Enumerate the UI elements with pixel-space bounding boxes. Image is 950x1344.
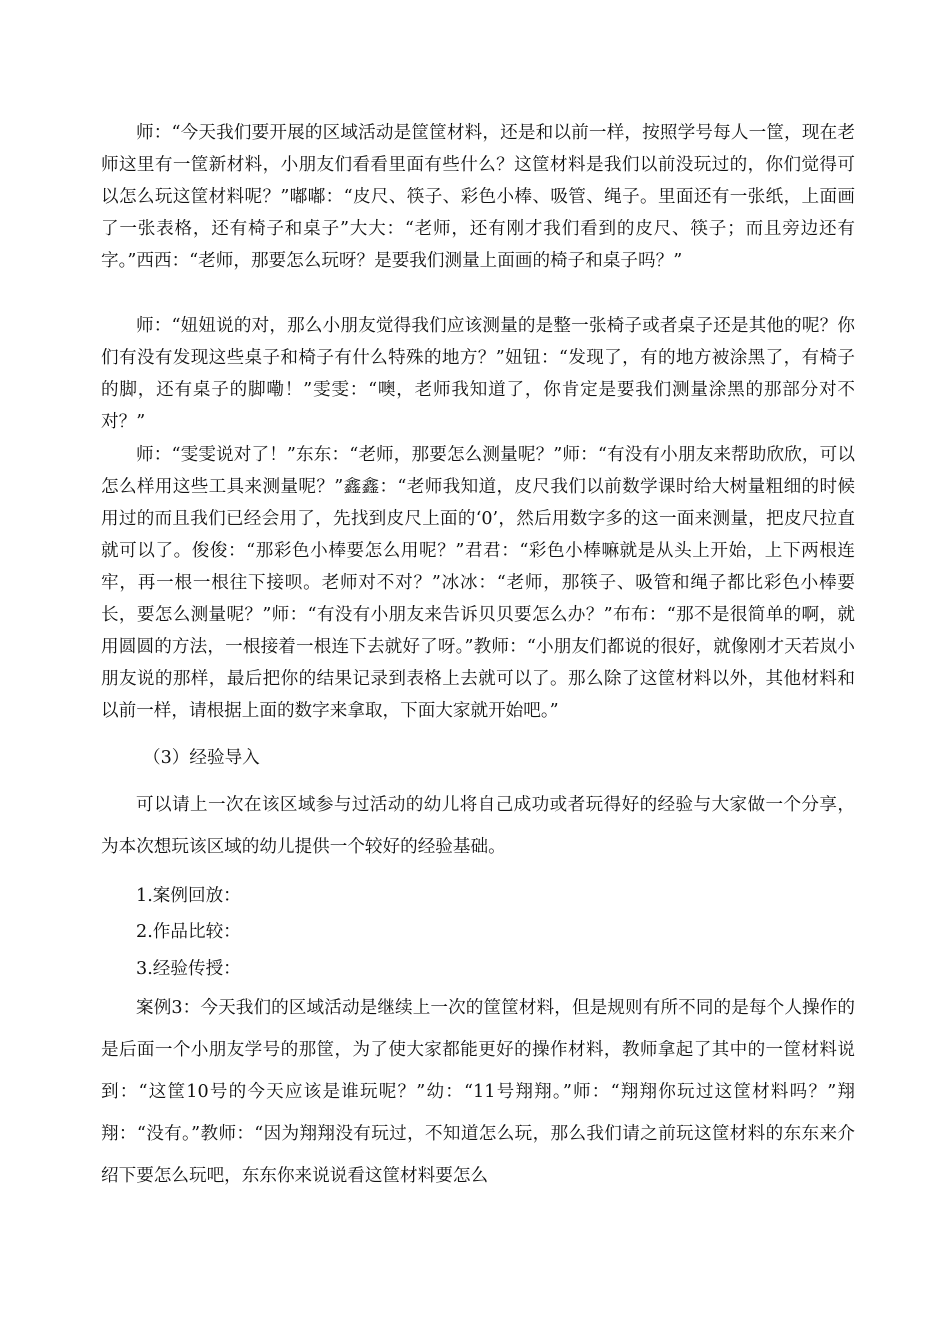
list-item-work-comparison: 2.作品比较： [136,922,241,942]
paragraph-dialogue-2: 师：“妞妞说的对，那么小朋友觉得我们应该测量的是整一张椅子或者桌子还是其他的呢？你们有没有发现这些桌子和椅子有什么特殊的地方？”妞钮：“发现了，有的地方被涂黑了，有椅子的脚，还有桌子的脚嘞！”雯雯：“噢，老师我知道了，你肯定是要我们测量涂黑的那部分对不对？” [101,316,855,432]
paragraph-case-3: 案例3：今天我们的区域活动是继续上一次的筐筐材料，但是规则有所不同的是每个人操作的是后面一个小朋友学号的那筐，为了使大家都能更好的操作材料，教师拿起了其中的一筐材料说到：“这筐10号的今天应该是谁玩呢？”幼：“11号翔翔。”师：“翔翔你玩过这筐材料吗？”翔翔：“没有。”教师：“因为翔翔没有玩过，不知道怎么玩，那么我们请之前玩这筐材料的东东来介绍下要怎么玩吧，东东你来说说看这筐材料要怎么 [101,998,855,1186]
paragraph-dialogue-3: 师：“雯雯说对了！”东东：“老师，那要怎么测量呢？”师：“有没有小朋友来帮助欣欣，可以怎么样用这些工具来测量呢？”鑫鑫：“老师我知道，皮尺我们以前数学课时给大树量粗细的时候用过的而且我们已经会用了，先找到皮尺上面的‘0’，然后用数字多的这一面来测量，把皮尺拉直就可以了。俊俊：“那彩色小棒要怎么用呢？”君君：“彩色小棒嘛就是从头上开始，上下两根连牢，再一根一根往下接呗。老师对不对？”冰冰：“老师，那筷子、吸管和绳子都比彩色小棒要长，要怎么测量呢？”师：“有没有小朋友来告诉贝贝要怎么办？”布布：“那不是很简单的啊，就用圆圆的方法，一根接着一根连下去就好了呀。”教师：“小朋友们都说的很好，就像刚才天若岚小朋友说的那样，最后把你的结果记录到表格上去就可以了。那么除了这筐材料以外，其他材料和以前一样，请根据上面的数字来拿取，下面大家就开始吧。” [101,445,855,721]
list-item-experience-teaching: 3.经验传授： [136,959,241,979]
paragraph-dialogue-1: 师：“今天我们要开展的区域活动是筐筐材料，还是和以前一样，按照学号每人一筐，现在老师这里有一筐新材料，小朋友们看看里面有些什么？这筐材料是我们以前没玩过的，你们觉得可以怎么玩这筐材料呢？”嘟嘟：“皮尺、筷子、彩色小棒、吸管、绳子。里面还有一张纸，上面画了一张表格，还有椅子和桌子”大大：“老师，还有刚才我们看到的皮尺、筷子；而且旁边还有字。”西西：“老师，那要怎么玩呀？是要我们测量上面画的椅子和桌子吗？” [101,123,855,271]
section-heading-experience: （3）经验导入 [143,748,260,768]
paragraph-experience-intro: 可以请上一次在该区域参与过活动的幼儿将自己成功或者玩得好的经验与大家做一个分享，为本次想玩该区域的幼儿提供一个较好的经验基础。 [101,795,855,857]
list-item-case-replay: 1.案例回放： [136,886,241,906]
